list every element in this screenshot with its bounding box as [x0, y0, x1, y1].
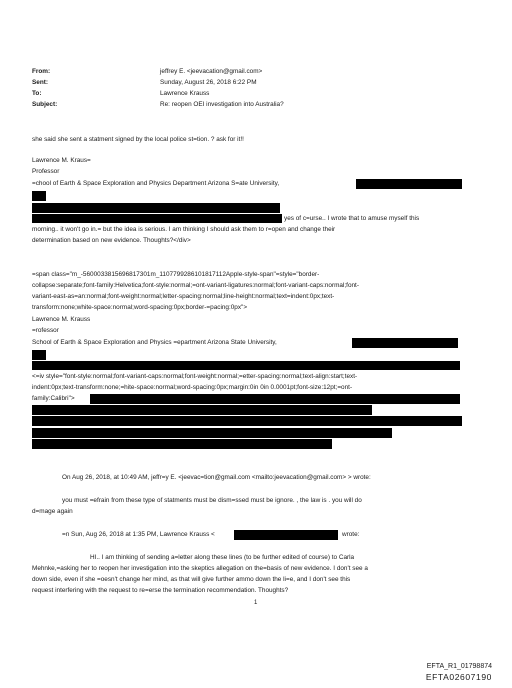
- redaction-bar: [234, 530, 338, 540]
- signature-title: =rofessor: [32, 327, 59, 334]
- to-label: To:: [32, 90, 42, 97]
- body-line: determination based on new evidence. Thoughts?</div>: [32, 237, 191, 244]
- quote-line: Mehnke,=asking her to reopen her investigation into the skeptics allegation on the=basis of new evidence. I don't see a: [32, 565, 368, 572]
- subject-label: Subject:: [32, 101, 58, 108]
- body-line: yes of c=urse.. I wrote that to amuse myself this: [284, 215, 420, 222]
- markup-line: variant-east-as=an:normal;font-weight:normal;letter-spacing:normal;line-height:normal;text=indent:0px;text-: [32, 293, 335, 300]
- markup-line: transform:none;white-space:normal;word-spacing:0px;border-=pacing:0px">: [32, 304, 248, 311]
- redaction-bar: [352, 338, 458, 348]
- signature-title: Professor: [32, 168, 60, 175]
- quote-header-end: wrote:: [342, 531, 360, 538]
- markup-line: indent:0px;text-transform:none;=hite-space:normal;word-spacing:0px;margin:0in 0in 0.0001pt;font-size:12pt;=ont-: [32, 384, 353, 391]
- signature-name: Lawrence M. Kraus=: [32, 157, 91, 164]
- markup-line: family:Calibri">: [32, 395, 75, 402]
- signature-name: Lawrence M. Krauss: [32, 316, 91, 323]
- subject-value: Re: reopen OEI investigation into Australia?: [160, 101, 284, 108]
- to-value: Lawrence Krauss: [160, 90, 210, 97]
- signature-school: School of Earth & Space Exploration and Physics =epartment Arizona State University,: [32, 339, 277, 346]
- redaction-bar: [32, 191, 46, 201]
- redaction-bar: [90, 394, 460, 404]
- redaction-bar: [32, 428, 392, 438]
- signature-school: =chool of Earth & Space Exploration and Physics Department Arizona S=ate University,: [32, 180, 280, 187]
- sent-label: Sent:: [32, 79, 48, 86]
- quote-line: down side, even if she =oesn't change her mind, as that will give further ammo down the li=e, and I don't see this: [32, 576, 351, 583]
- footer-id-primary: EFTA_R1_01798874: [426, 663, 492, 670]
- footer-id-secondary: EFTA02607190: [425, 672, 492, 682]
- quote-line: you must =efrain from these type of statments must be dism=ssed must be ignore. , the law is . you will do: [62, 497, 362, 504]
- redaction-bar: [32, 203, 280, 213]
- redaction-bar: [32, 350, 46, 360]
- quote-header: On Aug 26, 2018, at 10:49 AM, jeffr=y E. <jeevac=tion@gmail.com <mailto:jeevacation@gmail.com> > wrote:: [62, 474, 371, 481]
- quote-line: HI.. I am thinking of sending a=letter along these lines (to be further edited of course) to Carla: [90, 554, 355, 561]
- page-number: 1: [254, 600, 258, 606]
- redaction-bar: [32, 416, 462, 426]
- from-label: From:: [32, 68, 51, 75]
- markup-line: collapse:separate;font-family:Helvetica;font-style:normal;=ont-variant-ligatures:normal;font-variant-caps:normal;font-: [32, 282, 359, 289]
- quote-header: =n Sun, Aug 26, 2018 at 1:35 PM, Lawrence Krauss <: [62, 531, 215, 538]
- redaction-bar: [32, 439, 332, 449]
- quote-line: d=mage again: [32, 508, 73, 515]
- markup-line: <=iv style="font-style:normal;font-variant-caps:normal;font-weight:normal;=etter-spacing:normal;text-align:start;text-: [32, 373, 358, 380]
- intro-line: she said she sent a statment signed by the local police st=tion. ? ask for it!!: [32, 136, 244, 143]
- redaction-bar: [32, 405, 372, 415]
- sent-value: Sunday, August 26, 2018 6:22 PM: [160, 79, 257, 86]
- redaction-bar: [32, 361, 460, 370]
- redaction-bar: [32, 214, 282, 223]
- from-value: jeffrey E. <jeevacation@gmail.com>: [160, 68, 263, 75]
- markup-line: =span class="m_-5600033815696817301m_1107799286101817112Apple-style-span"=style="border-: [32, 271, 320, 278]
- quote-line: request interfering with the request to re=erse the termination recommendation. Thoughts?: [32, 587, 289, 594]
- body-line: morning.. it won't go in.= but the idea is serious. I am thinking I should ask them to r=open and change their: [32, 226, 336, 233]
- redaction-bar: [356, 179, 462, 189]
